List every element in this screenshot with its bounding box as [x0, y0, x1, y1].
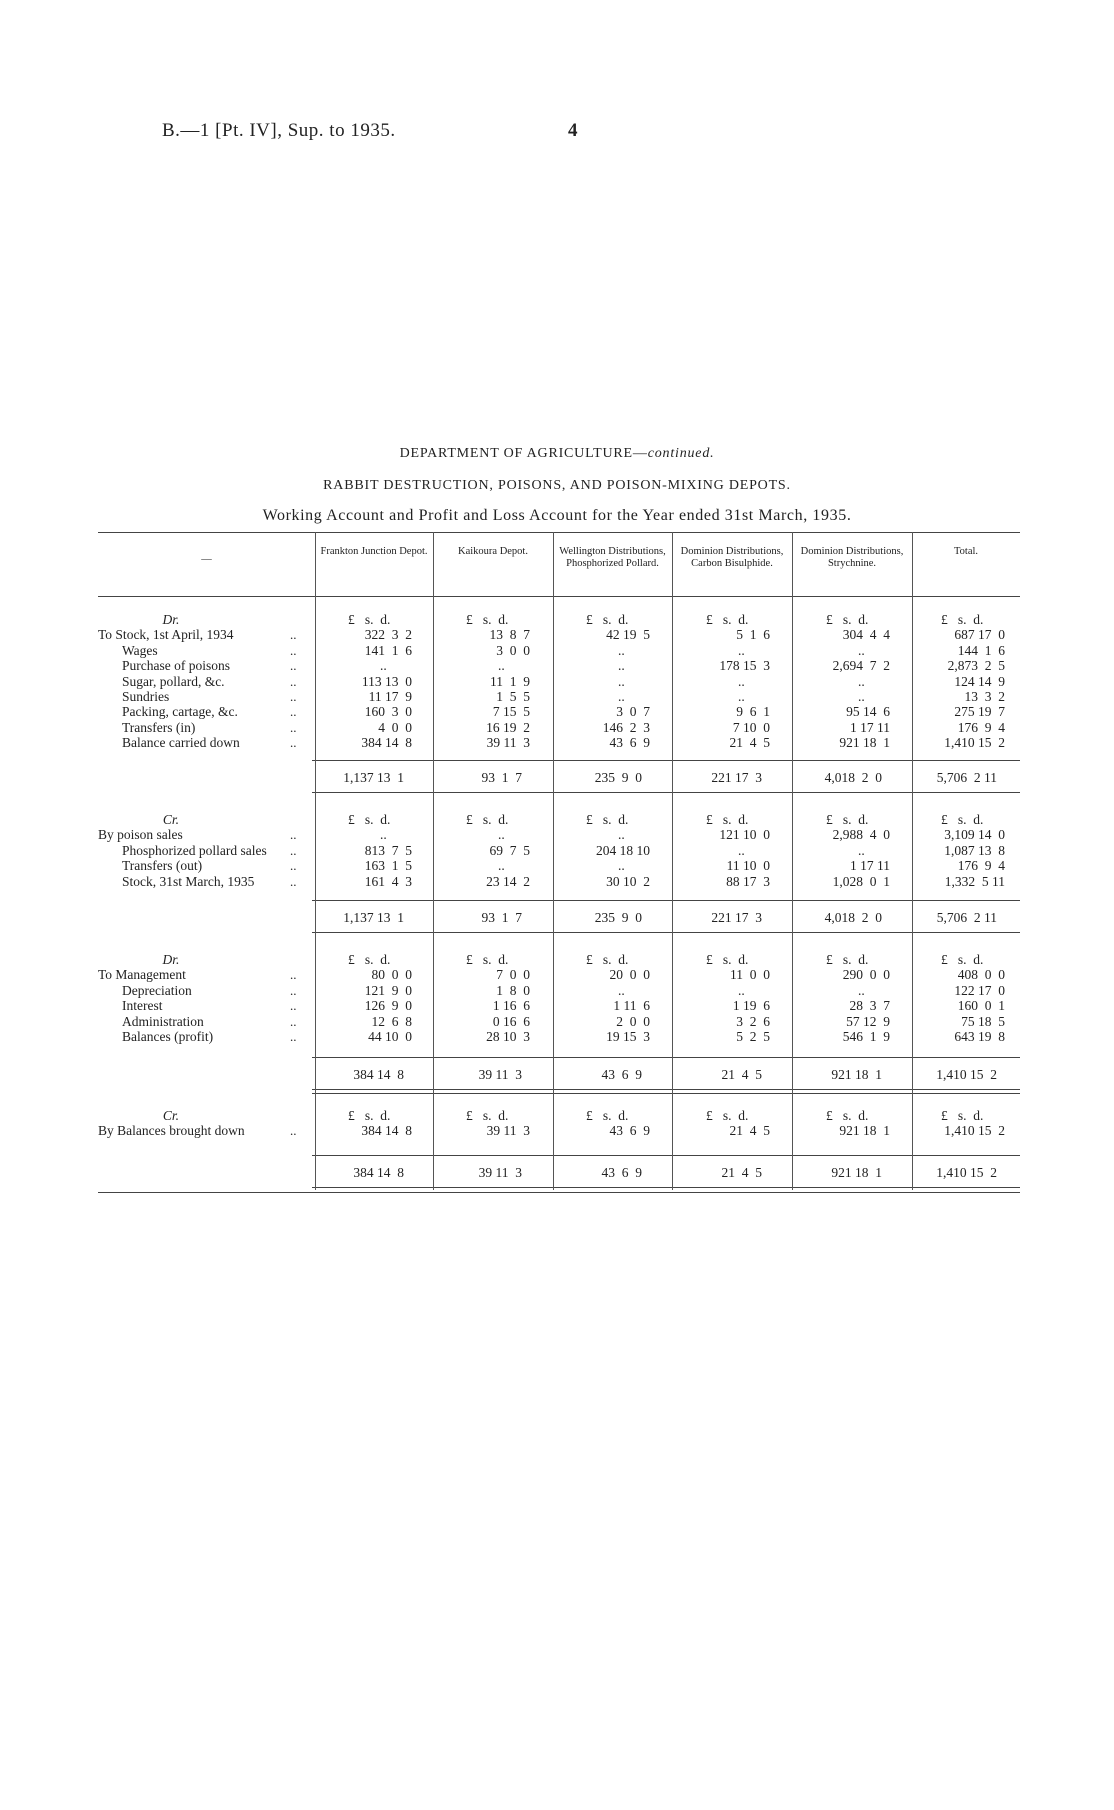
row-value: 141 1 6 — [364, 642, 412, 658]
units-label: £ s. d. — [706, 1108, 749, 1123]
row-value: 176 9 4 — [957, 719, 1005, 735]
title-department — [0, 446, 1114, 462]
row-value: 13 8 7 — [489, 627, 530, 643]
section-total-value: 384 14 8 — [353, 1165, 404, 1180]
units-label: £ s. d. — [348, 812, 391, 827]
row-value: 146 2 3 — [602, 719, 650, 735]
row-value: 113 13 0 — [361, 673, 412, 689]
row-value: 290 0 0 — [842, 967, 890, 983]
row-leader-dots: .. — [290, 627, 297, 643]
page-header-ref: B.—1 [Pt. IV], Sup. to 1935. — [162, 120, 396, 141]
row-value: 95 14 6 — [846, 704, 890, 720]
title-subheading: RABBIT DESTRUCTION, POISONS, AND POISON-MIXING DEPOTS. — [323, 478, 791, 493]
units-label: £ s. d. — [941, 1108, 984, 1123]
row-value: 161 4 3 — [364, 873, 412, 889]
row-value: .. — [380, 658, 387, 674]
row-value: 1 19 6 — [732, 998, 770, 1014]
row-value: 3,109 14 0 — [944, 827, 1005, 843]
row-value: 21 4 5 — [729, 1123, 770, 1139]
row-label: Purchase of poisons — [122, 658, 230, 674]
section-bottom-rule-double — [312, 1093, 1020, 1094]
row-value: 122 17 0 — [954, 982, 1005, 998]
section-total-value: 39 11 3 — [478, 1165, 522, 1180]
row-leader-dots: .. — [290, 1013, 297, 1029]
units-label: £ s. d. — [586, 612, 629, 627]
units-label: £ s. d. — [586, 952, 629, 967]
section-total-value: 43 6 9 — [601, 1165, 642, 1180]
row-value: 16 19 2 — [486, 719, 530, 735]
row-value: .. — [858, 642, 865, 658]
row-leader-dots: .. — [290, 982, 297, 998]
section-total-value: 1,137 13 1 — [343, 770, 404, 785]
row-label: Transfers (in) — [122, 719, 196, 735]
row-value: 80 0 0 — [371, 967, 412, 983]
row-value: 1,028 0 1 — [832, 873, 890, 889]
row-value: 322 3 2 — [364, 627, 412, 643]
row-value: 28 10 3 — [486, 1029, 530, 1044]
section-bottom-rule — [312, 1187, 1020, 1188]
row-value: 178 15 3 — [719, 658, 770, 674]
row-value: 7 10 0 — [732, 719, 770, 735]
row-value: .. — [618, 982, 625, 998]
row-value: 126 9 0 — [364, 998, 412, 1014]
row-value: 384 14 8 — [361, 1123, 412, 1139]
row-value: .. — [380, 827, 387, 843]
row-label: Balances (profit) — [122, 1029, 214, 1044]
row-value: 43 6 9 — [609, 1123, 650, 1139]
section-total-value: 21 4 5 — [721, 1067, 762, 1082]
row-value: .. — [858, 982, 865, 998]
row-value: 2,694 7 2 — [832, 658, 890, 674]
row-leader-dots: .. — [290, 827, 297, 843]
units-label: £ s. d. — [826, 612, 869, 627]
row-leader-dots: .. — [290, 1123, 297, 1139]
row-value: 7 15 5 — [492, 704, 530, 720]
row-value: .. — [858, 842, 865, 858]
units-label: £ s. d. — [466, 812, 509, 827]
row-label: Interest — [122, 998, 163, 1014]
units-label: £ s. d. — [586, 1108, 629, 1123]
row-value: 813 7 5 — [364, 842, 412, 858]
row-value: .. — [618, 689, 625, 704]
row-label: Packing, cartage, &c. — [122, 704, 238, 720]
section-total-value: 384 14 8 — [353, 1067, 404, 1082]
row-label: Administration — [122, 1013, 204, 1029]
row-value: 42 19 5 — [606, 627, 650, 643]
section-bottom-rule — [312, 792, 1020, 793]
row-value: .. — [498, 858, 505, 874]
units-label: £ s. d. — [348, 952, 391, 967]
row-value: .. — [618, 658, 625, 674]
section-heading-1: Cr. — [162, 812, 180, 827]
column-header-1: Frankton Junction Depot. — [320, 546, 428, 557]
row-value: 160 3 0 — [364, 704, 412, 720]
row-value: 2,988 4 0 — [832, 827, 890, 843]
row-leader-dots: .. — [290, 719, 297, 735]
row-value: 1,410 15 2 — [944, 1123, 1005, 1139]
row-leader-dots: .. — [290, 658, 297, 674]
row-value: .. — [738, 982, 745, 998]
column-header-5: Dominion Distributions, Strychnine. — [800, 546, 904, 569]
row-value: 1 11 6 — [613, 998, 650, 1014]
row-label: By Balances brought down — [98, 1123, 245, 1139]
section-total-value: 43 6 9 — [601, 1067, 642, 1082]
units-label: £ s. d. — [348, 1108, 391, 1123]
section-total-value: 1,410 15 2 — [936, 1165, 997, 1180]
row-leader-dots: .. — [290, 998, 297, 1014]
row-value: .. — [618, 673, 625, 689]
row-value: 144 1 6 — [957, 642, 1005, 658]
section-total-rule — [312, 1057, 1020, 1058]
row-value: 643 19 8 — [954, 1029, 1005, 1044]
row-value: .. — [858, 689, 865, 704]
row-value: 176 9 4 — [957, 858, 1005, 874]
row-value: 13 3 2 — [964, 689, 1005, 704]
section-total-value: 4,018 2 0 — [824, 910, 882, 925]
row-value: 43 6 9 — [609, 735, 650, 751]
row-value: .. — [498, 658, 505, 674]
column-divider-1 — [433, 532, 434, 1190]
row-leader-dots: .. — [290, 735, 297, 751]
units-label: £ s. d. — [348, 612, 391, 627]
row-value: 75 18 5 — [961, 1013, 1005, 1029]
column-divider-3 — [672, 532, 673, 1190]
row-value: 5 2 5 — [736, 1029, 770, 1044]
row-value: 163 1 5 — [364, 858, 412, 874]
row-label: Transfers (out) — [122, 858, 203, 874]
row-value: 1 17 11 — [850, 719, 890, 735]
column-header-0: — — [201, 554, 212, 565]
row-value: 384 14 8 — [361, 735, 412, 751]
row-value: 1 16 6 — [492, 998, 530, 1014]
row-leader-dots: .. — [290, 858, 297, 874]
title-account: Working Account and Profit and Loss Account for the Year ended 31st March, 1935. — [262, 507, 852, 524]
row-value: 4 0 0 — [378, 719, 412, 735]
row-value: 1,087 13 8 — [944, 842, 1005, 858]
section-total-value: 5,706 2 11 — [936, 910, 997, 925]
row-value: 546 1 9 — [842, 1029, 890, 1044]
row-value: 1 8 0 — [496, 982, 530, 998]
row-value: 3 2 6 — [736, 1013, 770, 1029]
row-leader-dots: .. — [290, 842, 297, 858]
row-value: .. — [618, 827, 625, 843]
row-label: Depreciation — [122, 982, 192, 998]
units-label: £ s. d. — [586, 812, 629, 827]
column-divider-0 — [315, 532, 316, 1190]
row-value: .. — [738, 673, 745, 689]
row-value: 21 4 5 — [729, 735, 770, 751]
row-value: .. — [618, 642, 625, 658]
row-value: .. — [738, 642, 745, 658]
section-total-value: 39 11 3 — [478, 1067, 522, 1082]
row-leader-dots: .. — [290, 1029, 297, 1044]
row-leader-dots: .. — [290, 967, 297, 983]
row-value: 1,332 5 11 — [944, 873, 1005, 889]
section-total-value: 921 18 1 — [831, 1165, 882, 1180]
row-value: 9 6 1 — [736, 704, 770, 720]
row-value: 11 10 0 — [726, 858, 770, 874]
units-label: £ s. d. — [706, 812, 749, 827]
header-bottom-rule — [98, 596, 1020, 597]
row-leader-dots: .. — [290, 673, 297, 689]
units-label: £ s. d. — [826, 952, 869, 967]
row-value: 3 0 7 — [616, 704, 650, 720]
units-label: £ s. d. — [826, 1108, 869, 1123]
title-department-suffix: continued. — [647, 446, 715, 461]
section-total-value: 235 9 0 — [594, 910, 642, 925]
row-label: Stock, 31st March, 1935 — [122, 873, 255, 889]
row-value: 2,873 2 5 — [947, 658, 1005, 674]
row-value: 5 1 6 — [736, 627, 770, 643]
section-total-value: 21 4 5 — [721, 1165, 762, 1180]
units-label: £ s. d. — [826, 812, 869, 827]
table-top-rule — [98, 532, 1020, 533]
title-department-main: DEPARTMENT OF AGRICULTURE— — [399, 446, 648, 461]
row-value: .. — [738, 842, 745, 858]
row-value: 124 14 9 — [954, 673, 1005, 689]
section-total-value: 4,018 2 0 — [824, 770, 882, 785]
row-label: Sundries — [122, 689, 170, 704]
page-number: 4 — [568, 120, 578, 141]
section-total-value: 221 17 3 — [711, 770, 762, 785]
row-value: 1 17 11 — [850, 858, 890, 874]
row-leader-dots: .. — [290, 642, 297, 658]
units-label: £ s. d. — [706, 612, 749, 627]
table-bottom-rule — [98, 1192, 1020, 1193]
section-heading-3: Cr. — [162, 1108, 180, 1123]
row-value: 39 11 3 — [486, 735, 530, 751]
row-value: 69 7 5 — [489, 842, 530, 858]
row-value: 57 12 9 — [846, 1013, 890, 1029]
section-total-rule — [312, 760, 1020, 761]
section-total-value: 221 17 3 — [711, 910, 762, 925]
row-label: To Stock, 1st April, 1934 — [98, 627, 234, 643]
row-label: By poison sales — [98, 827, 183, 843]
row-value: 921 18 1 — [839, 1123, 890, 1139]
row-value: 160 0 1 — [957, 998, 1005, 1014]
units-label: £ s. d. — [466, 612, 509, 627]
row-value: .. — [858, 673, 865, 689]
units-label: £ s. d. — [941, 812, 984, 827]
row-value: 30 10 2 — [606, 873, 650, 889]
row-value: 12 6 8 — [371, 1013, 412, 1029]
row-value: 921 18 1 — [839, 735, 890, 751]
row-value: 19 15 3 — [606, 1029, 650, 1044]
row-label: Wages — [122, 642, 158, 658]
row-value: 0 16 6 — [492, 1013, 530, 1029]
section-bottom-rule — [312, 1089, 1020, 1090]
row-value: .. — [738, 689, 745, 704]
column-header-2: Kaikoura Depot. — [458, 546, 528, 557]
row-value: 11 17 9 — [368, 689, 412, 704]
section-total-value: 235 9 0 — [594, 770, 642, 785]
column-divider-5 — [912, 532, 913, 1190]
section-total-value: 93 1 7 — [481, 910, 522, 925]
column-header-6: Total. — [953, 546, 979, 557]
row-label: To Management — [98, 967, 186, 983]
section-total-value: 1,410 15 2 — [936, 1067, 997, 1082]
row-value: 121 9 0 — [364, 982, 412, 998]
row-leader-dots: .. — [290, 704, 297, 720]
row-value: 304 4 4 — [842, 627, 890, 643]
units-label: £ s. d. — [466, 952, 509, 967]
section-total-rule — [312, 900, 1020, 901]
row-value: 7 0 0 — [496, 967, 530, 983]
row-label: Sugar, pollard, &c. — [122, 673, 225, 689]
row-value: 1 5 5 — [496, 689, 530, 704]
column-divider-4 — [792, 532, 793, 1190]
row-value: 11 0 0 — [730, 967, 770, 983]
section-total-value: 5,706 2 11 — [936, 770, 997, 785]
section-heading-0: Dr. — [162, 612, 180, 627]
row-value: 28 3 7 — [849, 998, 890, 1014]
row-value: 20 0 0 — [609, 967, 650, 983]
section-total-value: 93 1 7 — [481, 770, 522, 785]
row-value: 11 1 9 — [490, 673, 530, 689]
section-heading-2: Dr. — [162, 952, 180, 967]
row-value: 275 19 7 — [954, 704, 1005, 720]
section-total-value: 1,137 13 1 — [343, 910, 404, 925]
column-divider-2 — [553, 532, 554, 1190]
units-label: £ s. d. — [706, 952, 749, 967]
row-leader-dots: .. — [290, 873, 297, 889]
section-bottom-rule — [312, 932, 1020, 933]
row-value: 687 17 0 — [954, 627, 1005, 643]
section-total-rule — [312, 1155, 1020, 1156]
row-value: 39 11 3 — [486, 1123, 530, 1139]
row-value: .. — [498, 827, 505, 843]
units-label: £ s. d. — [466, 1108, 509, 1123]
row-leader-dots: .. — [290, 689, 297, 704]
section-total-value: 921 18 1 — [831, 1067, 882, 1082]
row-value: 23 14 2 — [486, 873, 530, 889]
units-label: £ s. d. — [941, 952, 984, 967]
column-header-3: Wellington Distributions, Phosphorized Pollard. — [559, 546, 666, 569]
row-value: 121 10 0 — [719, 827, 770, 843]
row-value: 88 17 3 — [726, 873, 770, 889]
units-label: £ s. d. — [941, 612, 984, 627]
row-label: Phosphorized pollard sales — [122, 842, 267, 858]
column-header-4: Dominion Distributions, Carbon Bisulphide. — [680, 546, 784, 569]
row-value: 408 0 0 — [957, 967, 1005, 983]
row-value: 1,410 15 2 — [944, 735, 1005, 751]
row-value: 44 10 0 — [368, 1029, 412, 1044]
row-label: Balance carried down — [122, 735, 240, 751]
row-value: 204 18 10 — [596, 842, 650, 858]
row-value: 3 0 0 — [496, 642, 530, 658]
row-value: 2 0 0 — [616, 1013, 650, 1029]
row-value: .. — [618, 858, 625, 874]
